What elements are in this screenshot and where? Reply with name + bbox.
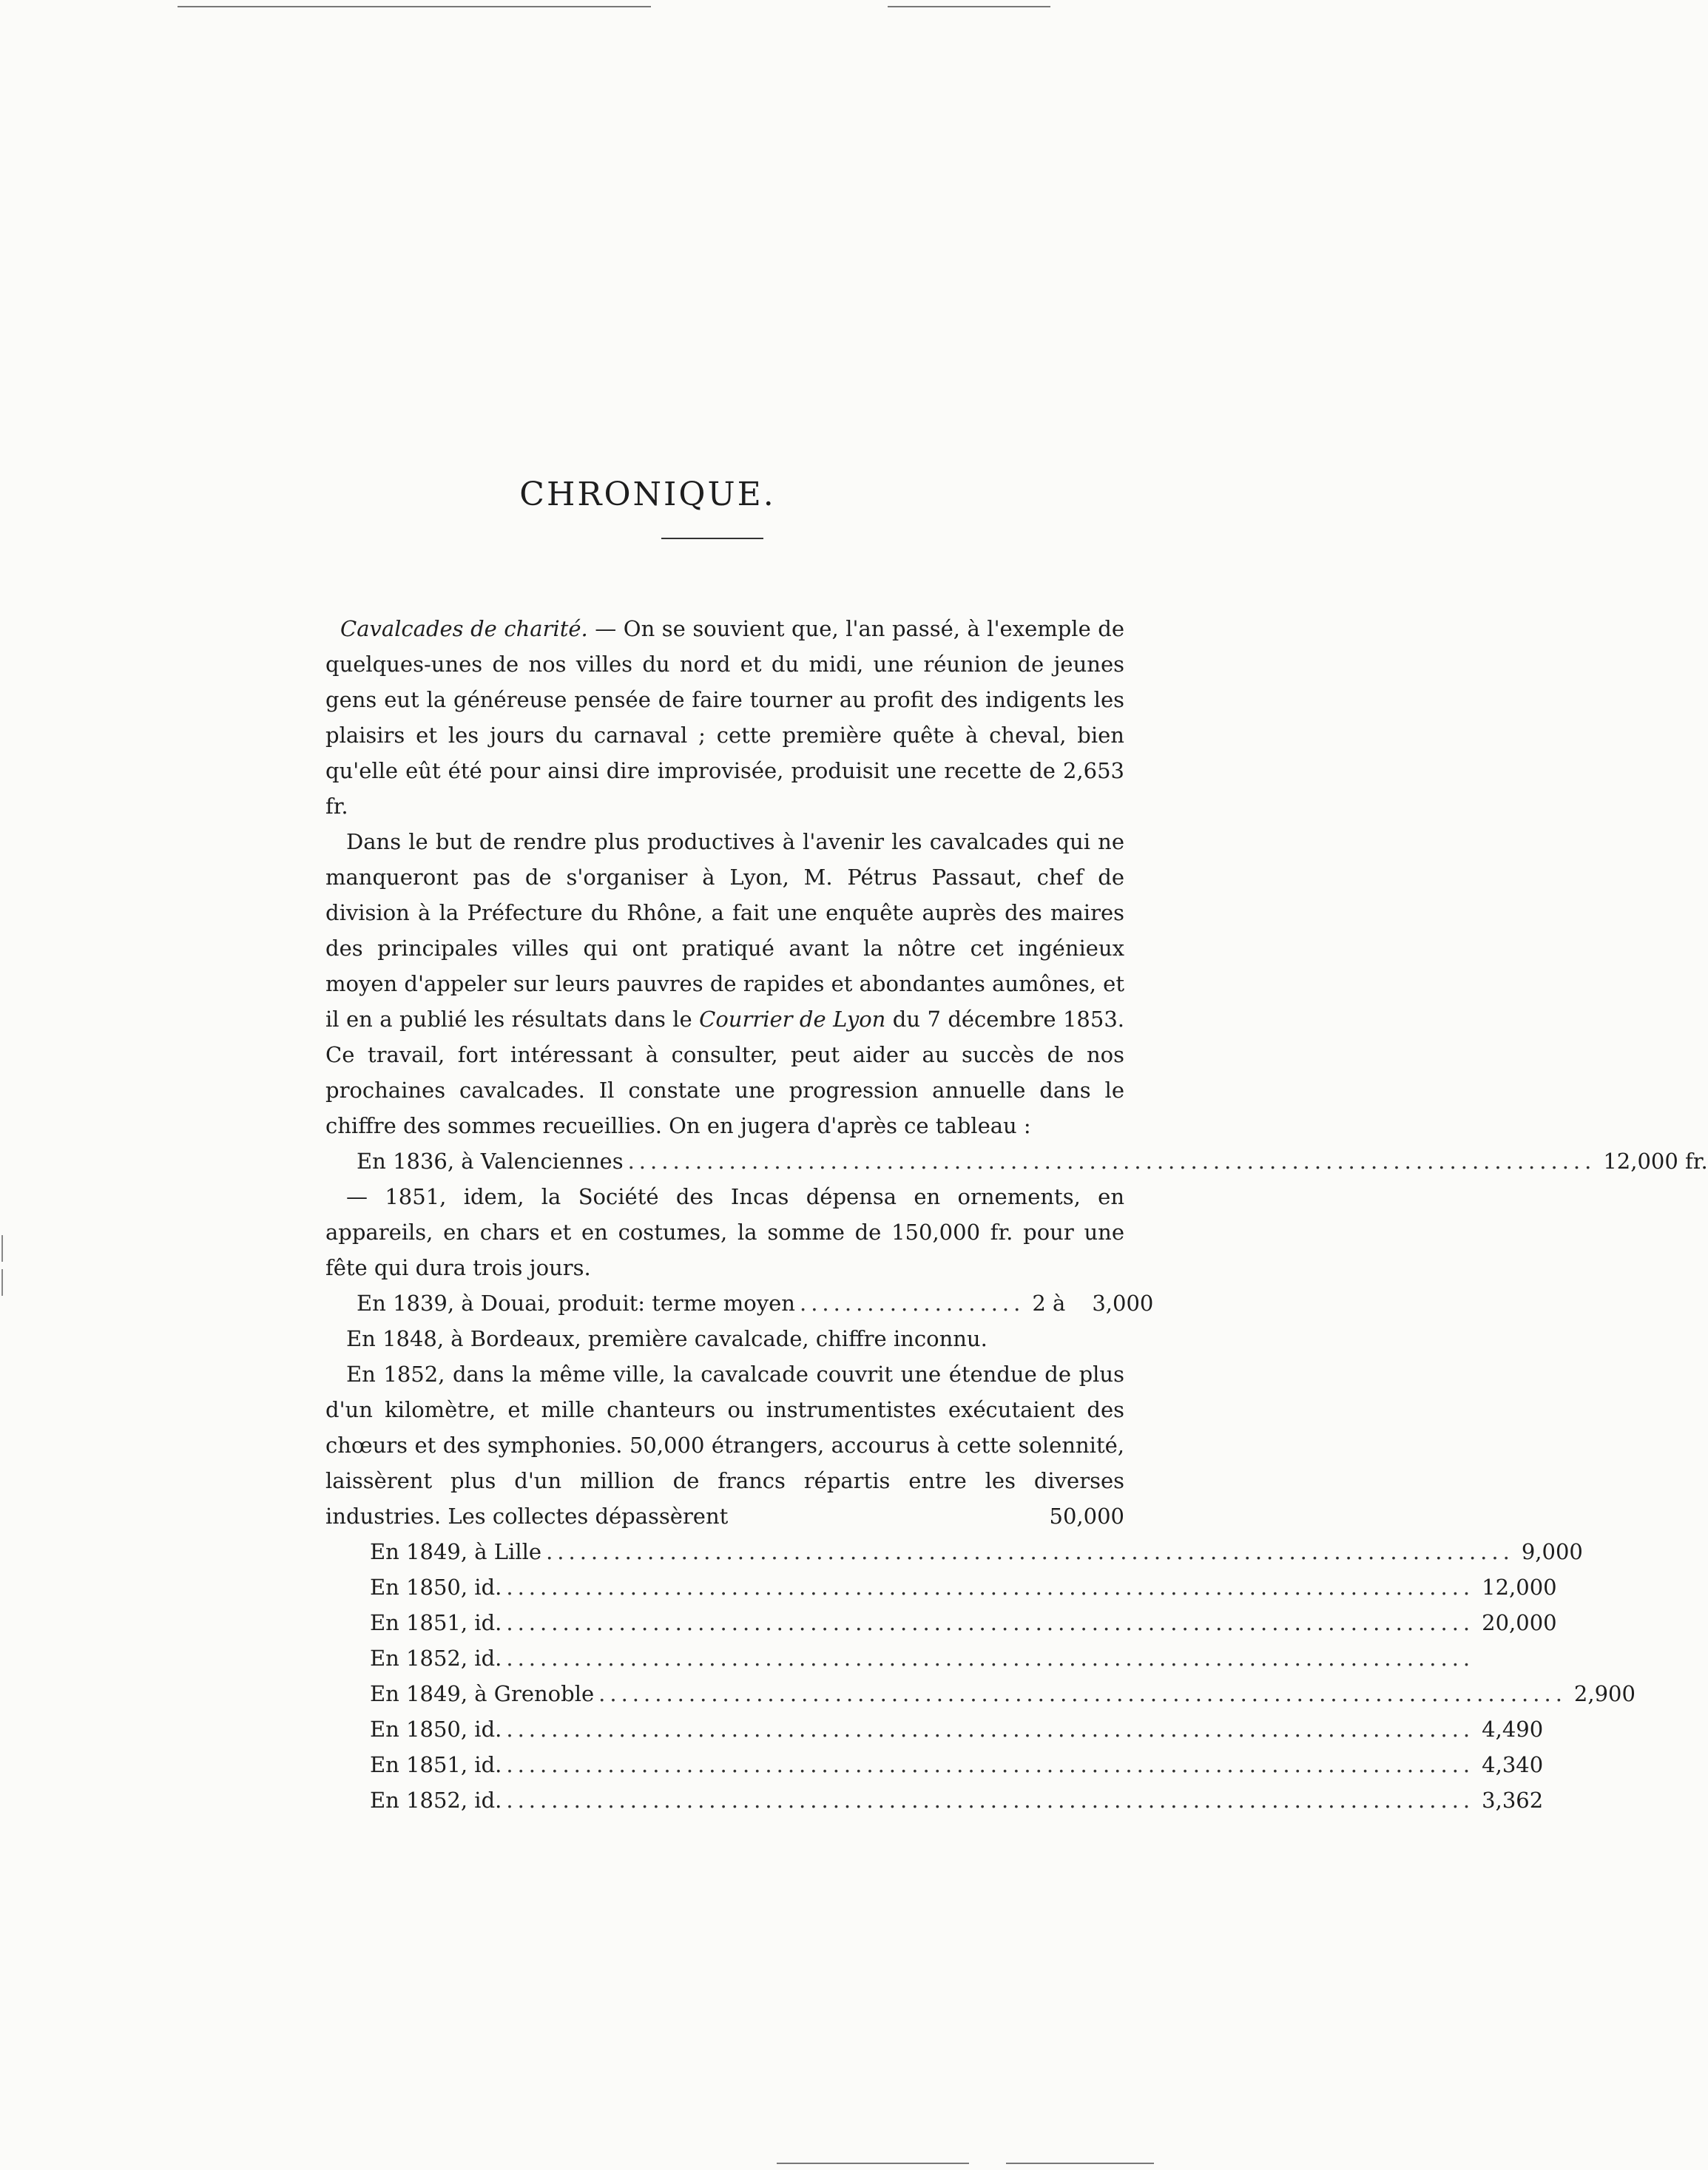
row-label: En 1850, id. bbox=[370, 1575, 502, 1600]
table-row bbox=[325, 1711, 1544, 1747]
top-rule bbox=[178, 6, 651, 7]
table-row-valenciennes bbox=[325, 1143, 1708, 1179]
article-body bbox=[325, 611, 1708, 1818]
leader-dots: ...................................................................................... bbox=[506, 1610, 1475, 1635]
row-value: 20,000 bbox=[1482, 1610, 1557, 1635]
paragraph-text: En 1852, dans la même ville, la cavalcade couvrit une étendue de plus d'un kilomètre, et mille chanteurs ou instrumentistes exécutaient des chœurs et des symphonies. 50,000 étrangers, accourus à cette solennité, laissèrent plus d'un million de francs répartis entre les diverses industries. Les collectes dépassèrent bbox=[325, 1362, 1124, 1529]
leader-dots: ...................................................................................... bbox=[506, 1752, 1475, 1777]
row-value: 3,000 bbox=[1092, 1291, 1154, 1316]
leader-dots: .................... bbox=[800, 1291, 1025, 1316]
row-value: 4,340 bbox=[1482, 1752, 1544, 1777]
table-row bbox=[325, 1676, 1636, 1711]
paragraph-intro bbox=[325, 611, 1124, 824]
row-value: 12,000 bbox=[1482, 1575, 1557, 1600]
paragraph-text: du 7 décembre 1853. Ce travail, fort intéressant à consulter, peut aider au succès de nos prochaines cavalcades. Il constate une progression annuelle dans le chiffre des sommes recueillies. On en jugera d'après ce tableau : bbox=[325, 1007, 1124, 1138]
row-value: 2,900 bbox=[1573, 1681, 1636, 1706]
table-row bbox=[325, 1605, 1557, 1640]
table-row bbox=[325, 1534, 1583, 1569]
row-value: 50,000 bbox=[1049, 1504, 1124, 1529]
leader-dots: ...................................................................................... bbox=[598, 1681, 1567, 1706]
row-label: En 1852, id. bbox=[370, 1788, 502, 1813]
leader-dots: ...................................................................................... bbox=[506, 1646, 1475, 1671]
row-value: 12,000 fr. bbox=[1603, 1149, 1708, 1174]
paragraph-lead: Cavalcades de charité. bbox=[340, 616, 588, 641]
grenoble-rows bbox=[325, 1676, 1636, 1818]
leader-dots: ...................................................................................... bbox=[506, 1788, 1475, 1813]
leader-dots: ...................................................................................... bbox=[627, 1149, 1596, 1174]
table-row-douai bbox=[325, 1285, 1154, 1321]
row-label: En 1852, id. bbox=[370, 1646, 502, 1671]
bordeaux-note: En 1848, à Bordeaux, première cavalcade, chiffre inconnu. bbox=[346, 1326, 988, 1351]
bottom-rule bbox=[777, 2163, 969, 2164]
paragraph-text: — On se souvient que, l'an passé, à l'exemple de quelques-unes de nos villes du nord et du midi, une réunion de jeunes gens eut la généreuse pensée de faire tourner au profit des indigents les plaisirs et les jours du carnaval ; cette première quête à cheval, bien qu'elle eût été pour ainsi dire improvisée, produisit une recette de 2,653 fr. bbox=[325, 616, 1124, 819]
row-value: 9,000 bbox=[1521, 1539, 1583, 1564]
row-label: En 1836, à Valenciennes bbox=[357, 1149, 624, 1174]
lille-rows bbox=[325, 1534, 1583, 1676]
row-label: En 1849, à Grenoble bbox=[370, 1681, 595, 1706]
leader-dots: ...................................................................................... bbox=[506, 1717, 1475, 1742]
row-label: En 1851, id. bbox=[370, 1610, 502, 1635]
paragraph-text: Dans le but de rendre plus productives à l'avenir les cavalcades qui ne manqueront pas de s'organiser à Lyon, M. Pétrus Passaut, chef de division à la Préfecture du Rhône, a fait une enquête auprès des maires des principales villes qui ont pratiqué avant la nôtre cet ingénieux moyen d'appeler sur leurs pauvres de rapides et abondantes aumônes, et il en a publié les résultats dans le bbox=[325, 829, 1124, 1032]
leader-dots: ...................................................................................... bbox=[546, 1539, 1514, 1564]
row-label: En 1850, id. bbox=[370, 1717, 502, 1742]
row-value: 3,362 bbox=[1482, 1788, 1544, 1813]
top-rule bbox=[888, 6, 1050, 7]
title-rule bbox=[661, 538, 763, 539]
table-row bbox=[325, 1640, 1475, 1676]
margin-marks bbox=[0, 1228, 10, 1296]
row-range: 2 à bbox=[1032, 1291, 1066, 1316]
row-value: 4,490 bbox=[1482, 1717, 1544, 1742]
margin-mark bbox=[1, 1235, 3, 1262]
leader-dots: ...................................................................................... bbox=[506, 1575, 1475, 1600]
incas-note: — 1851, idem, la Société des Incas dépensa en ornements, en appareils, en chars et en costumes, la somme de 150,000 fr. pour une fête qui dura trois jours. bbox=[325, 1184, 1124, 1280]
row-label: En 1851, id. bbox=[370, 1752, 502, 1777]
row-label: En 1849, à Lille bbox=[370, 1539, 542, 1564]
paragraph-survey bbox=[325, 824, 1124, 1143]
page-title: CHRONIQUE. bbox=[519, 476, 776, 514]
table-row bbox=[325, 1782, 1544, 1818]
table-row bbox=[325, 1569, 1557, 1605]
margin-mark bbox=[1, 1269, 3, 1296]
bottom-rule bbox=[1006, 2163, 1154, 2164]
journal-title: Courrier de Lyon bbox=[699, 1007, 886, 1032]
bordeaux-1852-note bbox=[325, 1356, 1124, 1534]
row-label: En 1839, à Douai, produit: terme moyen bbox=[357, 1291, 795, 1316]
table-row bbox=[325, 1747, 1544, 1782]
